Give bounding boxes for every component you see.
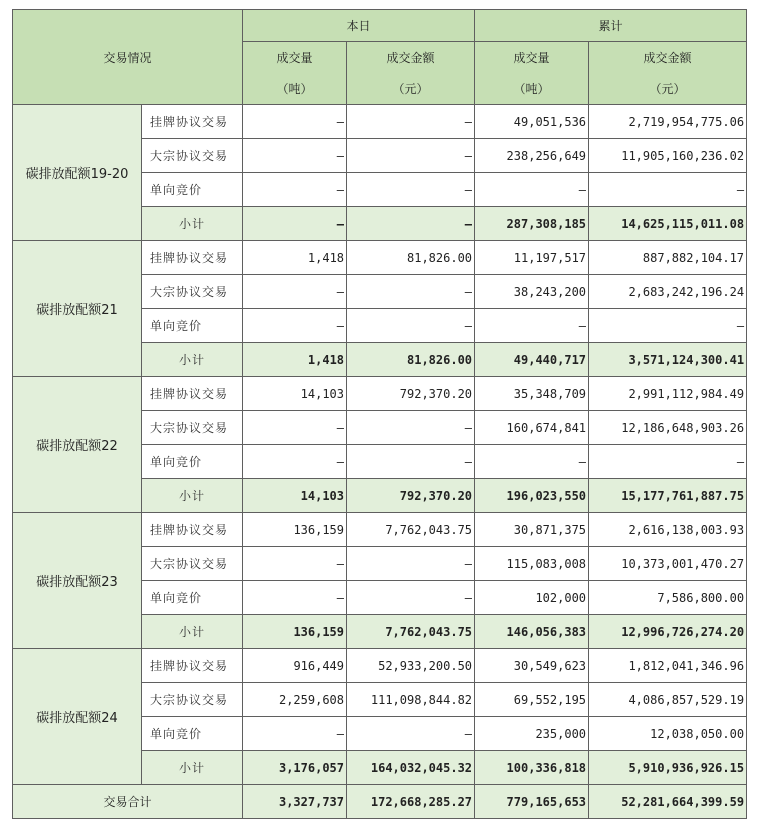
- cum-amount: 887,882,104.17: [589, 241, 747, 275]
- today-volume: –: [243, 275, 347, 309]
- subtotal-label: 小计: [142, 751, 243, 785]
- header-cumulative: 累计: [475, 10, 747, 42]
- cum-amount: 2,616,138,003.93: [589, 513, 747, 547]
- today-amount: –: [347, 717, 475, 751]
- today-volume: 136,159: [243, 615, 347, 649]
- cum-volume: 287,308,185: [475, 207, 589, 241]
- trade-type: 单向竞价: [142, 309, 243, 343]
- cum-amount: 15,177,761,887.75: [589, 479, 747, 513]
- today-volume: –: [243, 717, 347, 751]
- today-amount: –: [347, 547, 475, 581]
- cum-volume: 146,056,383: [475, 615, 589, 649]
- trade-type: 单向竞价: [142, 717, 243, 751]
- cum-volume: 196,023,550: [475, 479, 589, 513]
- trade-type: 挂牌协议交易: [142, 377, 243, 411]
- cum-volume: 49,440,717: [475, 343, 589, 377]
- header-today-volume-unit: （吨）: [243, 73, 347, 105]
- cum-amount: 2,991,112,984.49: [589, 377, 747, 411]
- cum-amount: 52,281,664,399.59: [589, 785, 747, 819]
- today-amount: –: [347, 445, 475, 479]
- header-today: 本日: [243, 10, 475, 42]
- subtotal-label: 小计: [142, 615, 243, 649]
- trade-type: 挂牌协议交易: [142, 241, 243, 275]
- today-amount: –: [347, 309, 475, 343]
- cum-amount: 5,910,936,926.15: [589, 751, 747, 785]
- table-body: [13, 105, 747, 819]
- today-amount: 7,762,043.75: [347, 615, 475, 649]
- cum-volume: 235,000: [475, 717, 589, 751]
- today-volume: –: [243, 105, 347, 139]
- cum-volume: 30,549,623: [475, 649, 589, 683]
- today-volume: 3,327,737: [243, 785, 347, 819]
- group-label: 碳排放配额24: [13, 649, 142, 785]
- trade-type: 大宗协议交易: [142, 547, 243, 581]
- today-volume: –: [243, 173, 347, 207]
- today-amount: 172,668,285.27: [347, 785, 475, 819]
- table-row: [13, 513, 747, 547]
- cum-volume: –: [475, 309, 589, 343]
- header-today-volume: 成交量: [243, 42, 347, 74]
- today-volume: 3,176,057: [243, 751, 347, 785]
- table-row: [13, 649, 747, 683]
- group-label: 碳排放配额23: [13, 513, 142, 649]
- cum-volume: 160,674,841: [475, 411, 589, 445]
- cum-amount: 4,086,857,529.19: [589, 683, 747, 717]
- trade-type: 挂牌协议交易: [142, 513, 243, 547]
- today-amount: 7,762,043.75: [347, 513, 475, 547]
- cum-volume: 238,256,649: [475, 139, 589, 173]
- cum-volume: –: [475, 173, 589, 207]
- trade-type: 大宗协议交易: [142, 275, 243, 309]
- trade-type: 单向竞价: [142, 173, 243, 207]
- group-label: 碳排放配额21: [13, 241, 142, 377]
- today-volume: 2,259,608: [243, 683, 347, 717]
- trade-type: 单向竞价: [142, 581, 243, 615]
- today-amount: 111,098,844.82: [347, 683, 475, 717]
- header-cum-volume-unit: （吨）: [475, 73, 589, 105]
- cum-volume: 11,197,517: [475, 241, 589, 275]
- today-amount: –: [347, 207, 475, 241]
- subtotal-label: 小计: [142, 479, 243, 513]
- today-volume: 14,103: [243, 377, 347, 411]
- table-row: [13, 241, 747, 275]
- today-amount: –: [347, 105, 475, 139]
- header-cum-amount: 成交金额: [589, 42, 747, 74]
- today-volume: –: [243, 207, 347, 241]
- header-today-amount: 成交金额: [347, 42, 475, 74]
- today-amount: –: [347, 581, 475, 615]
- today-volume: –: [243, 411, 347, 445]
- table-row: [13, 105, 747, 139]
- subtotal-label: 小计: [142, 343, 243, 377]
- cum-amount: –: [589, 173, 747, 207]
- cum-amount: 2,683,242,196.24: [589, 275, 747, 309]
- carbon-trading-table: [12, 9, 747, 819]
- cum-volume: 100,336,818: [475, 751, 589, 785]
- cum-volume: 38,243,200: [475, 275, 589, 309]
- cum-amount: 2,719,954,775.06: [589, 105, 747, 139]
- cum-amount: 14,625,115,011.08: [589, 207, 747, 241]
- today-volume: 136,159: [243, 513, 347, 547]
- today-amount: 164,032,045.32: [347, 751, 475, 785]
- today-volume: 916,449: [243, 649, 347, 683]
- trade-type: 大宗协议交易: [142, 411, 243, 445]
- cum-volume: –: [475, 445, 589, 479]
- cum-amount: –: [589, 309, 747, 343]
- today-volume: –: [243, 309, 347, 343]
- today-volume: 14,103: [243, 479, 347, 513]
- cum-amount: 7,586,800.00: [589, 581, 747, 615]
- cum-volume: 779,165,653: [475, 785, 589, 819]
- today-volume: –: [243, 581, 347, 615]
- trade-type: 挂牌协议交易: [142, 649, 243, 683]
- header-category: 交易情况: [13, 10, 243, 105]
- grand-total-row: [13, 785, 747, 819]
- today-volume: –: [243, 547, 347, 581]
- cum-amount: 1,812,041,346.96: [589, 649, 747, 683]
- table-row: [13, 377, 747, 411]
- trade-type: 挂牌协议交易: [142, 105, 243, 139]
- today-amount: –: [347, 173, 475, 207]
- subtotal-label: 小计: [142, 207, 243, 241]
- cum-volume: 102,000: [475, 581, 589, 615]
- today-volume: 1,418: [243, 241, 347, 275]
- cum-volume: 115,083,008: [475, 547, 589, 581]
- today-amount: 81,826.00: [347, 241, 475, 275]
- today-amount: 81,826.00: [347, 343, 475, 377]
- group-label: 碳排放配额19-20: [13, 105, 142, 241]
- cum-amount: 12,038,050.00: [589, 717, 747, 751]
- grand-total-label: 交易合计: [13, 785, 243, 819]
- group-label: 碳排放配额22: [13, 377, 142, 513]
- header-cum-volume: 成交量: [475, 42, 589, 74]
- cum-volume: 69,552,195: [475, 683, 589, 717]
- today-amount: –: [347, 139, 475, 173]
- today-amount: 52,933,200.50: [347, 649, 475, 683]
- today-amount: –: [347, 275, 475, 309]
- header-today-amount-unit: （元）: [347, 73, 475, 105]
- cum-amount: –: [589, 445, 747, 479]
- cum-amount: 12,996,726,274.20: [589, 615, 747, 649]
- today-amount: 792,370.20: [347, 377, 475, 411]
- trade-type: 大宗协议交易: [142, 139, 243, 173]
- cum-volume: 35,348,709: [475, 377, 589, 411]
- header-cum-amount-unit: （元）: [589, 73, 747, 105]
- today-amount: 792,370.20: [347, 479, 475, 513]
- today-volume: –: [243, 445, 347, 479]
- today-volume: 1,418: [243, 343, 347, 377]
- trade-type: 单向竞价: [142, 445, 243, 479]
- cum-amount: 10,373,001,470.27: [589, 547, 747, 581]
- trade-type: 大宗协议交易: [142, 683, 243, 717]
- cum-volume: 30,871,375: [475, 513, 589, 547]
- cum-amount: 3,571,124,300.41: [589, 343, 747, 377]
- today-amount: –: [347, 411, 475, 445]
- cum-amount: 11,905,160,236.02: [589, 139, 747, 173]
- cum-volume: 49,051,536: [475, 105, 589, 139]
- cum-amount: 12,186,648,903.26: [589, 411, 747, 445]
- today-volume: –: [243, 139, 347, 173]
